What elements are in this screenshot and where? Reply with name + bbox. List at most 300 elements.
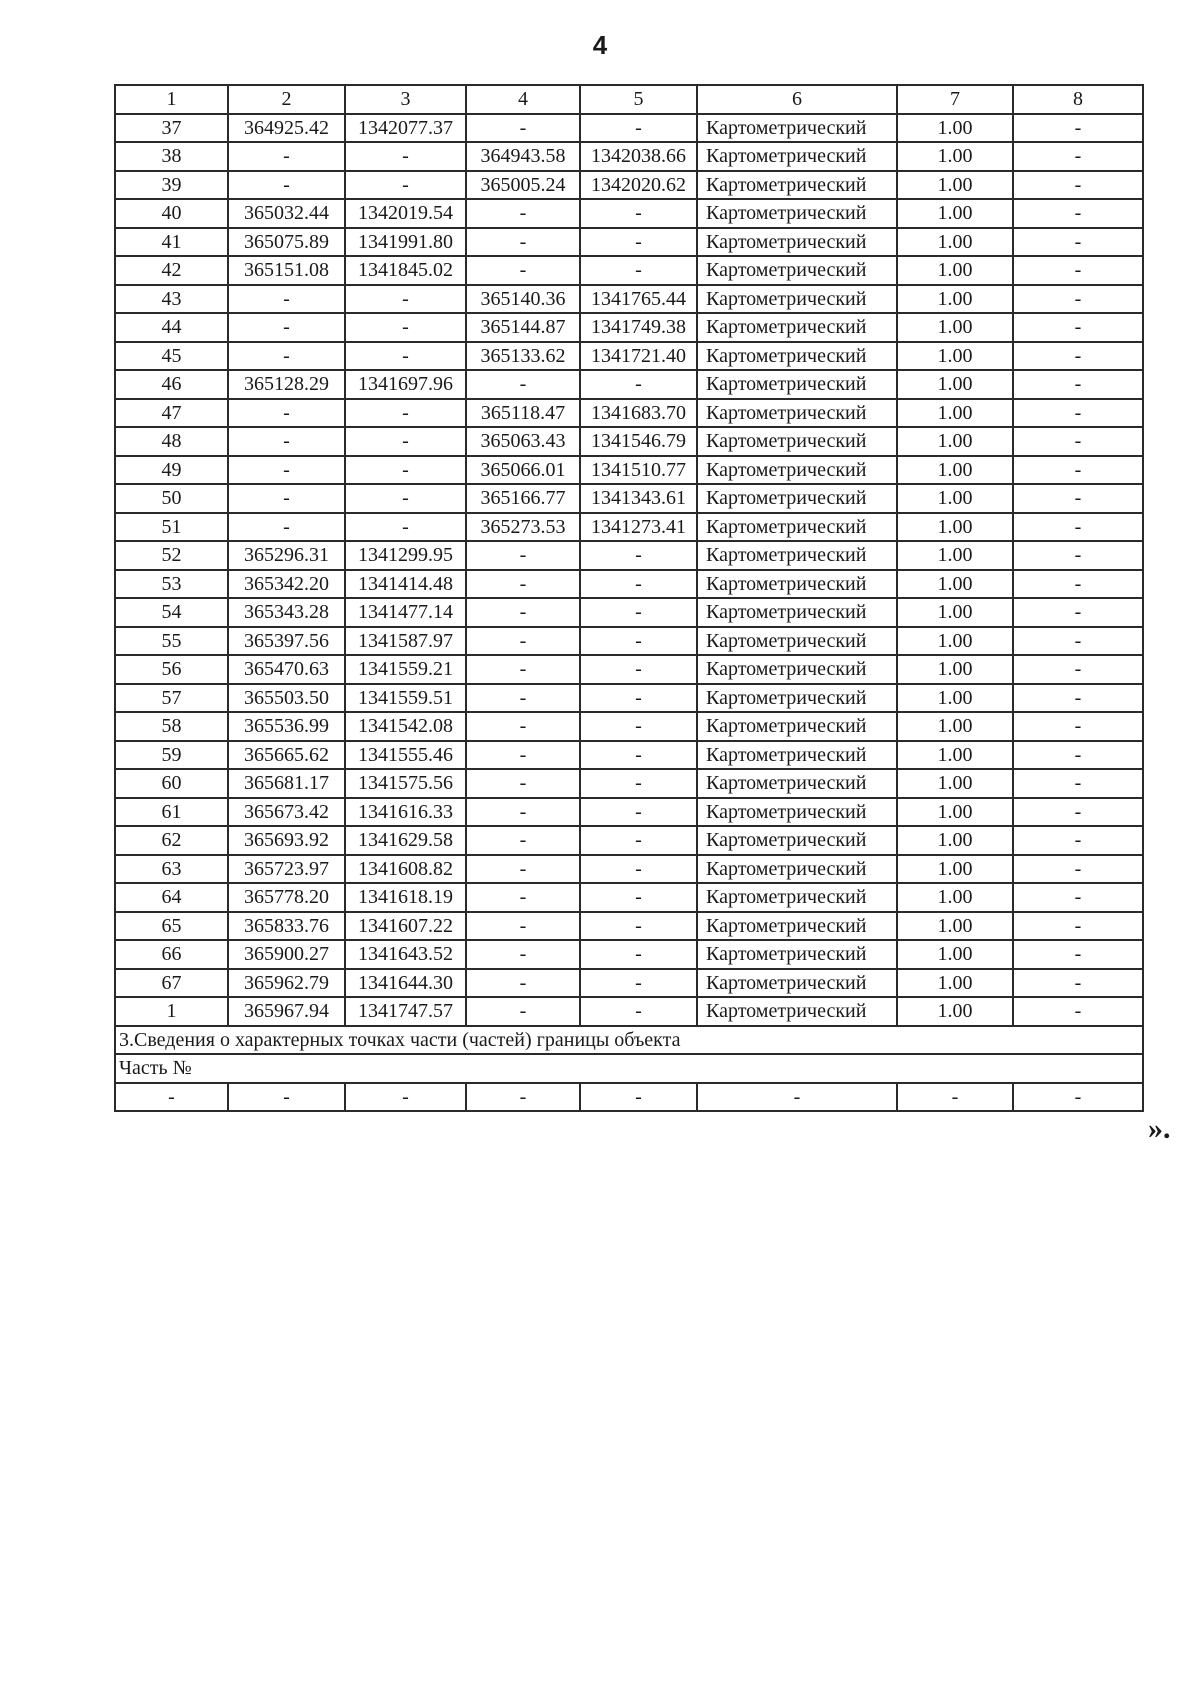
- table-cell-col-1: 42: [115, 256, 228, 285]
- table-cell-col-3: 1341607.22: [345, 912, 466, 941]
- table-row: [115, 427, 1143, 456]
- table-cell-col-5: 1341765.44: [580, 285, 697, 314]
- table-row: [115, 940, 1143, 969]
- table-cell-col-2: 365693.92: [228, 826, 345, 855]
- table-cell-col-1: 45: [115, 342, 228, 371]
- table-cell-col-6: Картометрический: [697, 940, 897, 969]
- table-cell-col-5: -: [580, 370, 697, 399]
- table-cell-col-5: 1342038.66: [580, 142, 697, 171]
- table-row: [115, 798, 1143, 827]
- table-cell-col-4: 365133.62: [466, 342, 580, 371]
- table-cell-col-6: Картометрический: [697, 541, 897, 570]
- table-cell-col-2: 365343.28: [228, 598, 345, 627]
- table-cell-col-4: 365118.47: [466, 399, 580, 428]
- table-cell-col-6: Картометрический: [697, 142, 897, 171]
- table-cell-col-8: -: [1013, 399, 1143, 428]
- table-cell-col-7: 1.00: [897, 484, 1013, 513]
- table-cell-col-6: Картометрический: [697, 399, 897, 428]
- table-cell-col-6: Картометрический: [697, 427, 897, 456]
- table-cell-col-7: 1.00: [897, 855, 1013, 884]
- table-cell-col-5: 1341510.77: [580, 456, 697, 485]
- table-row: [115, 598, 1143, 627]
- table-cell-col-3: 1341542.08: [345, 712, 466, 741]
- table-cell-col-7: 1.00: [897, 342, 1013, 371]
- table-cell-col-2: -: [228, 456, 345, 485]
- table-cell-col-6: Картометрический: [697, 228, 897, 257]
- table-cell-col-6: Картометрический: [697, 199, 897, 228]
- table-cell-col-1: 48: [115, 427, 228, 456]
- table-cell-col-1: 55: [115, 627, 228, 656]
- table-cell-col-6: Картометрический: [697, 570, 897, 599]
- table-cell-col-8: -: [1013, 883, 1143, 912]
- empty-row: [115, 1083, 1143, 1112]
- table-cell-col-8: -: [1013, 684, 1143, 713]
- table-cell-col-7: 1.00: [897, 627, 1013, 656]
- table-cell-col-1: 41: [115, 228, 228, 257]
- table-cell-col-7: 1.00: [897, 741, 1013, 770]
- table-cell-col-7: 1.00: [897, 199, 1013, 228]
- table-cell-col-6: Картометрический: [697, 627, 897, 656]
- table-row: [115, 570, 1143, 599]
- table-row: [115, 484, 1143, 513]
- table-cell-col-5: -: [580, 883, 697, 912]
- table-header: [115, 85, 1143, 114]
- table-cell-col-8: -: [1013, 199, 1143, 228]
- table-cell-col-7: -: [897, 1083, 1013, 1112]
- table-cell-col-3: -: [345, 513, 466, 542]
- table-cell-col-5: -: [580, 228, 697, 257]
- table-cell-col-8: -: [1013, 228, 1143, 257]
- table-cell-col-7: 1.00: [897, 513, 1013, 542]
- table-cell-col-7: 1.00: [897, 883, 1013, 912]
- table-cell-col-1: 66: [115, 940, 228, 969]
- table-cell-col-2: 365967.94: [228, 997, 345, 1026]
- table-cell-col-6: Картометрический: [697, 769, 897, 798]
- table-cell-col-5: -: [580, 627, 697, 656]
- table-cell-col-6: Картометрический: [697, 969, 897, 998]
- table-row: [115, 285, 1143, 314]
- table-cell-col-5: 1341683.70: [580, 399, 697, 428]
- table-cell-col-2: 365151.08: [228, 256, 345, 285]
- table-cell-col-5: -: [580, 712, 697, 741]
- header-row: [115, 85, 1143, 114]
- table-cell-col-4: 365140.36: [466, 285, 580, 314]
- table-row: [115, 541, 1143, 570]
- table-cell-col-4: -: [466, 370, 580, 399]
- table-cell-col-4: 365273.53: [466, 513, 580, 542]
- table-cell-col-5: -: [580, 541, 697, 570]
- table-cell-col-5: -: [580, 798, 697, 827]
- table-cell-col-1: 65: [115, 912, 228, 941]
- table-cell-col-6: Картометрический: [697, 370, 897, 399]
- table-cell-col-5: 1341721.40: [580, 342, 697, 371]
- table-cell-col-1: 57: [115, 684, 228, 713]
- table-cell-col-3: -: [345, 171, 466, 200]
- table-cell-col-2: 365032.44: [228, 199, 345, 228]
- table-row: [115, 313, 1143, 342]
- table-cell-col-8: -: [1013, 370, 1143, 399]
- page-number: 4: [592, 30, 608, 60]
- table-cell-col-4: -: [466, 228, 580, 257]
- table-cell-col-3: -: [345, 1083, 466, 1112]
- table-cell-col-6: Картометрический: [697, 114, 897, 143]
- table-cell-col-8: -: [1013, 798, 1143, 827]
- table-cell-col-5: -: [580, 114, 697, 143]
- table-cell-col-4: -: [466, 256, 580, 285]
- table-cell-col-8: -: [1013, 997, 1143, 1026]
- header-cell-2: 2: [228, 85, 345, 114]
- table-cell-col-5: -: [580, 997, 697, 1026]
- table-cell-col-2: 365900.27: [228, 940, 345, 969]
- table-row: [115, 712, 1143, 741]
- table-cell-col-1: 46: [115, 370, 228, 399]
- table-cell-col-5: 1341749.38: [580, 313, 697, 342]
- table-cell-col-2: 365342.20: [228, 570, 345, 599]
- table-cell-col-7: 1.00: [897, 769, 1013, 798]
- part-label: Часть №: [115, 1054, 1143, 1083]
- table-cell-col-3: -: [345, 427, 466, 456]
- table-cell-col-3: 1341575.56: [345, 769, 466, 798]
- table-cell-col-3: -: [345, 484, 466, 513]
- table-cell-col-2: 365536.99: [228, 712, 345, 741]
- table-cell-col-8: -: [1013, 313, 1143, 342]
- boundary-points-table: [114, 84, 1144, 1112]
- table-cell-col-7: 1.00: [897, 171, 1013, 200]
- table-cell-col-1: 37: [115, 114, 228, 143]
- header-cell-5: 5: [580, 85, 697, 114]
- table-cell-col-5: -: [580, 1083, 697, 1112]
- table-cell-col-4: -: [466, 855, 580, 884]
- header-cell-1: 1: [115, 85, 228, 114]
- table-cell-col-2: 365397.56: [228, 627, 345, 656]
- table-cell-col-1: 63: [115, 855, 228, 884]
- table-cell-col-6: Картометрический: [697, 313, 897, 342]
- table-row: [115, 684, 1143, 713]
- table-cell-col-3: 1341618.19: [345, 883, 466, 912]
- table-cell-col-8: -: [1013, 541, 1143, 570]
- table-row: [115, 627, 1143, 656]
- table-cell-col-1: 60: [115, 769, 228, 798]
- table-cell-col-7: 1.00: [897, 598, 1013, 627]
- table-cell-col-6: Картометрический: [697, 342, 897, 371]
- table-cell-col-5: 1341546.79: [580, 427, 697, 456]
- table-cell-col-7: 1.00: [897, 684, 1013, 713]
- table-cell-col-4: -: [466, 826, 580, 855]
- table-row: [115, 199, 1143, 228]
- table-cell-col-5: -: [580, 940, 697, 969]
- table-cell-col-7: 1.00: [897, 114, 1013, 143]
- table-cell-col-7: 1.00: [897, 570, 1013, 599]
- table-cell-col-7: 1.00: [897, 228, 1013, 257]
- table-cell-col-2: 365665.62: [228, 741, 345, 770]
- table-cell-col-6: Картометрический: [697, 798, 897, 827]
- table-cell-col-6: Картометрический: [697, 883, 897, 912]
- table-cell-col-6: Картометрический: [697, 684, 897, 713]
- table-cell-col-8: -: [1013, 712, 1143, 741]
- table-row: [115, 342, 1143, 371]
- table-row: [115, 456, 1143, 485]
- table-cell-col-7: 1.00: [897, 541, 1013, 570]
- header-cell-3: 3: [345, 85, 466, 114]
- table-cell-col-5: -: [580, 199, 697, 228]
- table-cell-col-4: 365063.43: [466, 427, 580, 456]
- table-cell-col-3: 1341643.52: [345, 940, 466, 969]
- table-cell-col-2: -: [228, 399, 345, 428]
- table-cell-col-4: -: [466, 798, 580, 827]
- table-cell-col-5: 1341273.41: [580, 513, 697, 542]
- table-cell-col-1: 53: [115, 570, 228, 599]
- table-cell-col-1: 58: [115, 712, 228, 741]
- table-cell-col-8: -: [1013, 570, 1143, 599]
- table-cell-col-4: -: [466, 912, 580, 941]
- table-row: [115, 997, 1143, 1026]
- table-cell-col-2: 365128.29: [228, 370, 345, 399]
- table-cell-col-6: Картометрический: [697, 912, 897, 941]
- table-cell-col-7: 1.00: [897, 313, 1013, 342]
- table-row: [115, 826, 1143, 855]
- table-cell-col-1: 52: [115, 541, 228, 570]
- table-cell-col-2: -: [228, 484, 345, 513]
- table-cell-col-2: 365723.97: [228, 855, 345, 884]
- table-cell-col-8: -: [1013, 142, 1143, 171]
- table-cell-col-2: -: [228, 285, 345, 314]
- table-cell-col-7: 1.00: [897, 456, 1013, 485]
- table-cell-col-8: -: [1013, 171, 1143, 200]
- table-cell-col-1: 49: [115, 456, 228, 485]
- table-cell-col-3: 1341991.80: [345, 228, 466, 257]
- table-cell-col-5: -: [580, 769, 697, 798]
- table-cell-col-6: Картометрический: [697, 171, 897, 200]
- closing-quote: ».: [1148, 1112, 1171, 1145]
- table-cell-col-8: -: [1013, 256, 1143, 285]
- table-cell-col-3: -: [345, 342, 466, 371]
- table-cell-col-2: -: [228, 1083, 345, 1112]
- table-cell-col-6: Картометрический: [697, 456, 897, 485]
- table-cell-col-6: Картометрический: [697, 855, 897, 884]
- table-cell-col-6: Картометрический: [697, 997, 897, 1026]
- table-cell-col-6: Картометрический: [697, 712, 897, 741]
- table-cell-col-3: 1342077.37: [345, 114, 466, 143]
- header-cell-8: 8: [1013, 85, 1143, 114]
- table-cell-col-1: -: [115, 1083, 228, 1112]
- table-cell-col-3: -: [345, 285, 466, 314]
- table-row: [115, 513, 1143, 542]
- table-cell-col-8: -: [1013, 855, 1143, 884]
- table-cell-col-8: -: [1013, 969, 1143, 998]
- table-cell-col-1: 1: [115, 997, 228, 1026]
- table-row: [115, 114, 1143, 143]
- table-cell-col-6: Картометрический: [697, 256, 897, 285]
- table-cell-col-8: -: [1013, 940, 1143, 969]
- table-cell-col-3: 1341414.48: [345, 570, 466, 599]
- table-cell-col-4: 365066.01: [466, 456, 580, 485]
- table-cell-col-8: -: [1013, 1083, 1143, 1112]
- table-cell-col-5: -: [580, 256, 697, 285]
- table-cell-col-2: 365673.42: [228, 798, 345, 827]
- section-title: 3.Сведения о характерных точках части (частей) границы объекта: [115, 1026, 1143, 1055]
- table-cell-col-4: -: [466, 684, 580, 713]
- table-cell-col-2: 364925.42: [228, 114, 345, 143]
- table-cell-col-1: 51: [115, 513, 228, 542]
- table-cell-col-7: 1.00: [897, 655, 1013, 684]
- table-cell-col-8: -: [1013, 655, 1143, 684]
- table-cell-col-4: -: [466, 655, 580, 684]
- table-row: [115, 769, 1143, 798]
- table-cell-col-8: -: [1013, 741, 1143, 770]
- table-cell-col-3: 1341559.51: [345, 684, 466, 713]
- table-cell-col-4: -: [466, 114, 580, 143]
- table-cell-col-1: 67: [115, 969, 228, 998]
- table-cell-col-4: -: [466, 199, 580, 228]
- table-cell-col-6: Картометрический: [697, 484, 897, 513]
- header-cell-4: 4: [466, 85, 580, 114]
- table-cell-col-7: 1.00: [897, 427, 1013, 456]
- part-label-row: [115, 1054, 1143, 1083]
- table-cell-col-4: -: [466, 997, 580, 1026]
- table-cell-col-8: -: [1013, 456, 1143, 485]
- table-row: [115, 142, 1143, 171]
- table-cell-col-6: Картометрический: [697, 598, 897, 627]
- table-cell-col-2: -: [228, 427, 345, 456]
- table-row: [115, 855, 1143, 884]
- table-cell-col-4: 365144.87: [466, 313, 580, 342]
- table-cell-col-7: 1.00: [897, 370, 1013, 399]
- table-cell-col-2: 365778.20: [228, 883, 345, 912]
- table-cell-col-6: -: [697, 1083, 897, 1112]
- table-cell-col-7: 1.00: [897, 940, 1013, 969]
- table-cell-col-3: 1341587.97: [345, 627, 466, 656]
- table-cell-col-2: -: [228, 342, 345, 371]
- table-cell-col-8: -: [1013, 598, 1143, 627]
- table-cell-col-3: 1341616.33: [345, 798, 466, 827]
- table-cell-col-2: -: [228, 313, 345, 342]
- table-cell-col-8: -: [1013, 427, 1143, 456]
- table-cell-col-5: -: [580, 570, 697, 599]
- table-cell-col-1: 54: [115, 598, 228, 627]
- table-cell-col-3: 1341747.57: [345, 997, 466, 1026]
- table-cell-col-1: 62: [115, 826, 228, 855]
- table-cell-col-1: 39: [115, 171, 228, 200]
- table-footer: [115, 1026, 1143, 1112]
- table-cell-col-3: 1341845.02: [345, 256, 466, 285]
- table-cell-col-1: 59: [115, 741, 228, 770]
- table-row: [115, 883, 1143, 912]
- table-cell-col-2: 365833.76: [228, 912, 345, 941]
- table-cell-col-5: -: [580, 855, 697, 884]
- header-cell-7: 7: [897, 85, 1013, 114]
- table-cell-col-8: -: [1013, 912, 1143, 941]
- table-cell-col-6: Картометрический: [697, 741, 897, 770]
- table-cell-col-4: -: [466, 969, 580, 998]
- table-cell-col-5: -: [580, 598, 697, 627]
- table-cell-col-3: 1341644.30: [345, 969, 466, 998]
- table-cell-col-1: 44: [115, 313, 228, 342]
- table-cell-col-1: 40: [115, 199, 228, 228]
- table-cell-col-4: -: [466, 883, 580, 912]
- table-cell-col-7: 1.00: [897, 912, 1013, 941]
- table-cell-col-4: 364943.58: [466, 142, 580, 171]
- table-cell-col-8: -: [1013, 484, 1143, 513]
- table-cell-col-3: 1341477.14: [345, 598, 466, 627]
- table-cell-col-1: 61: [115, 798, 228, 827]
- table-cell-col-2: 365470.63: [228, 655, 345, 684]
- table-cell-col-8: -: [1013, 769, 1143, 798]
- table-cell-col-2: -: [228, 171, 345, 200]
- table-cell-col-6: Картометрический: [697, 513, 897, 542]
- table-cell-col-3: -: [345, 456, 466, 485]
- table-cell-col-7: 1.00: [897, 142, 1013, 171]
- table-cell-col-4: 365005.24: [466, 171, 580, 200]
- table-cell-col-4: -: [466, 627, 580, 656]
- table-cell-col-4: 365166.77: [466, 484, 580, 513]
- table-cell-col-1: 56: [115, 655, 228, 684]
- table-cell-col-2: 365681.17: [228, 769, 345, 798]
- table-cell-col-2: 365075.89: [228, 228, 345, 257]
- table-cell-col-3: -: [345, 142, 466, 171]
- table-cell-col-3: -: [345, 399, 466, 428]
- section-title-row: [115, 1026, 1143, 1055]
- table-row: [115, 370, 1143, 399]
- table-cell-col-3: 1341299.95: [345, 541, 466, 570]
- table-cell-col-7: 1.00: [897, 798, 1013, 827]
- table-row: [115, 399, 1143, 428]
- table-cell-col-6: Картометрический: [697, 655, 897, 684]
- table-cell-col-8: -: [1013, 627, 1143, 656]
- table-cell-col-3: 1341608.82: [345, 855, 466, 884]
- table-cell-col-2: -: [228, 142, 345, 171]
- table-cell-col-7: 1.00: [897, 997, 1013, 1026]
- table-cell-col-8: -: [1013, 342, 1143, 371]
- table-cell-col-3: 1342019.54: [345, 199, 466, 228]
- table-cell-col-6: Картометрический: [697, 826, 897, 855]
- table-cell-col-7: 1.00: [897, 712, 1013, 741]
- table-cell-col-4: -: [466, 940, 580, 969]
- table-cell-col-6: Картометрический: [697, 285, 897, 314]
- table-cell-col-8: -: [1013, 513, 1143, 542]
- table-cell-col-4: -: [466, 1083, 580, 1112]
- table-cell-col-1: 47: [115, 399, 228, 428]
- table-cell-col-7: 1.00: [897, 826, 1013, 855]
- table-cell-col-2: -: [228, 513, 345, 542]
- table-cell-col-2: 365962.79: [228, 969, 345, 998]
- table-cell-col-4: -: [466, 741, 580, 770]
- table-cell-col-4: -: [466, 712, 580, 741]
- table-cell-col-8: -: [1013, 114, 1143, 143]
- table-cell-col-3: 1341629.58: [345, 826, 466, 855]
- table-cell-col-1: 50: [115, 484, 228, 513]
- table-cell-col-7: 1.00: [897, 969, 1013, 998]
- table-cell-col-2: 365296.31: [228, 541, 345, 570]
- table-cell-col-4: -: [466, 541, 580, 570]
- table-cell-col-8: -: [1013, 285, 1143, 314]
- table-row: [115, 969, 1143, 998]
- table-cell-col-5: -: [580, 684, 697, 713]
- table-cell-col-5: -: [580, 741, 697, 770]
- table-cell-col-3: 1341559.21: [345, 655, 466, 684]
- table-row: [115, 655, 1143, 684]
- table-cell-col-5: -: [580, 655, 697, 684]
- table-cell-col-5: 1341343.61: [580, 484, 697, 513]
- table-cell-col-3: 1341697.96: [345, 370, 466, 399]
- table-cell-col-5: 1342020.62: [580, 171, 697, 200]
- table-cell-col-4: -: [466, 598, 580, 627]
- table-row: [115, 171, 1143, 200]
- table-cell-col-1: 38: [115, 142, 228, 171]
- table-cell-col-5: -: [580, 912, 697, 941]
- table-cell-col-1: 43: [115, 285, 228, 314]
- table-cell-col-1: 64: [115, 883, 228, 912]
- table-cell-col-3: 1341555.46: [345, 741, 466, 770]
